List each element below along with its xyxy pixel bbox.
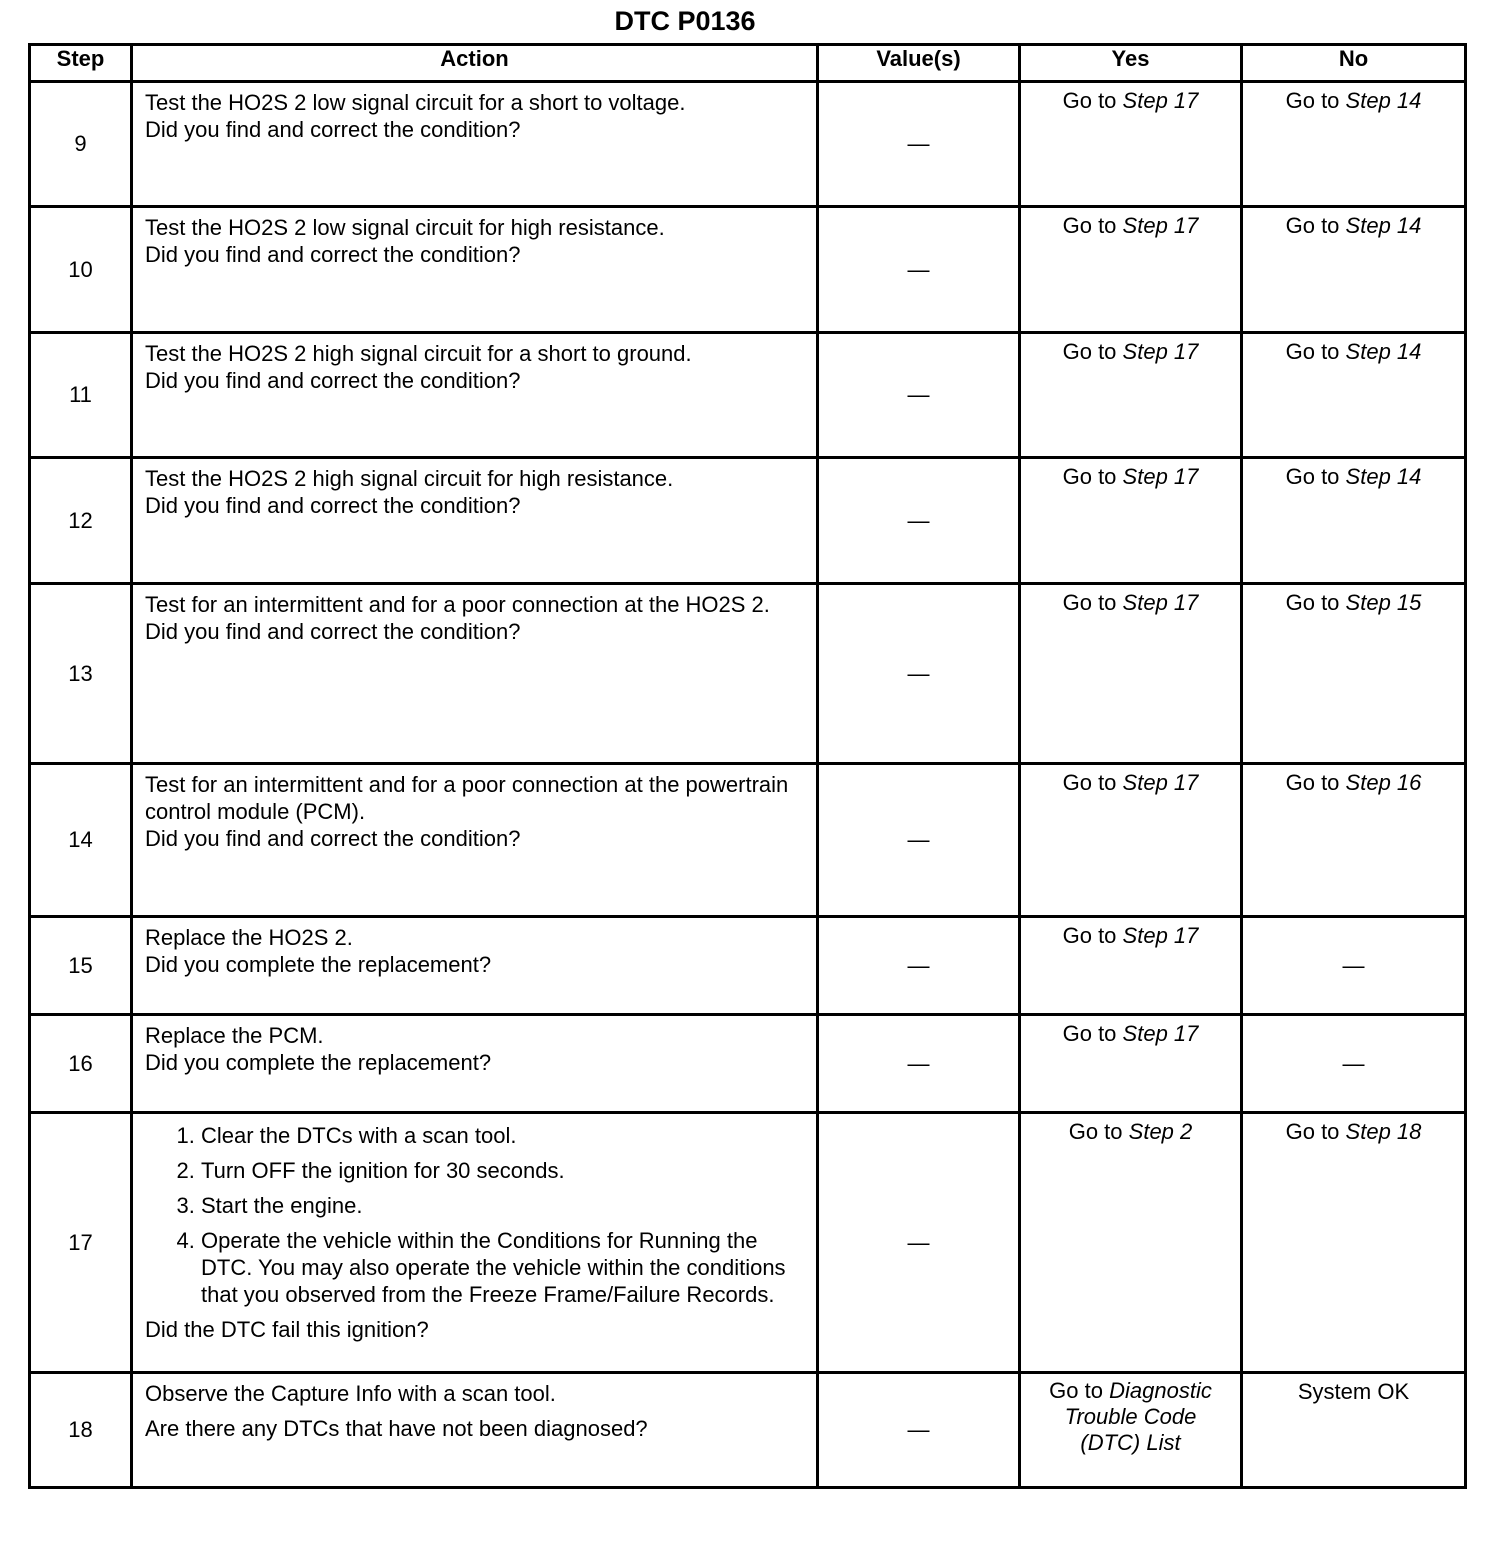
action-question: Did you find and correct the condition? [145,117,521,142]
action-question: Did you find and correct the condition? [145,242,521,267]
no-cell [1242,584,1466,764]
action-cell [132,917,818,1015]
yes-step-reference: Step 17 [1122,923,1199,948]
document-title: DTC P0136 [614,6,756,36]
header-yes: Yes [1020,45,1242,82]
no-action [1249,1118,1458,1145]
step-number: 13 [68,660,93,686]
yes-action [1027,338,1234,365]
action-text: Are there any DTCs that have not been diagnosed? [145,1416,648,1441]
table-row [30,1113,1466,1373]
action-question: Did you find and correct the condition? [145,368,521,393]
action-list-item: 4. Operate the vehicle within the Conditions for Running the DTC. You may also operate the vehicle within the conditions that you observed from the Freeze Frame/Failure Records. [201,1227,804,1308]
yes-cell [1020,82,1242,207]
step-number: 12 [68,507,93,533]
no-prefix: Go to [1285,213,1340,238]
action-cell [132,458,818,584]
step-number: 15 [68,952,93,978]
action-list [145,1122,804,1308]
no-action [1249,212,1458,239]
step-number: 14 [68,827,93,852]
yes-action [1027,922,1234,949]
yes-step-reference: Step 17 [1122,1021,1199,1046]
yes-cell [1020,333,1242,458]
action-text: Test the HO2S 2 high signal circuit for a short to ground. [145,341,692,366]
value-text: — [907,660,930,686]
action-cell [132,207,818,333]
no-cell [1242,764,1466,917]
table-row [30,764,1466,917]
header-step: Step [30,45,132,82]
yes-step-reference: Step 17 [1122,213,1199,238]
step-cell [30,82,132,207]
no-step-reference: Step 14 [1345,88,1422,113]
no-prefix: Go to [1285,770,1340,795]
no-cell [1242,333,1466,458]
step-cell [30,458,132,584]
table-row [30,584,1466,764]
step-number: 9 [74,131,87,156]
action-list-item: 2. Turn OFF the ignition for 30 seconds. [201,1157,804,1184]
header-action: Action [132,45,818,82]
no-prefix: Go to [1285,88,1340,113]
yes-action [1027,212,1234,239]
no-prefix: — [1342,953,1365,978]
yes-prefix: Go to [1049,1378,1103,1403]
action-cell [132,764,818,917]
step-number: 17 [68,1229,93,1255]
value-text: — [907,952,930,978]
value-cell [818,458,1020,584]
value-cell [818,82,1020,207]
no-prefix: — [1342,1051,1365,1076]
action-text: Test the HO2S 2 low signal circuit for a short to voltage. [145,90,686,115]
action-question: Did you find and correct the condition? [145,493,521,518]
yes-step-reference: Step 17 [1122,88,1199,113]
step-cell [30,764,132,917]
step-number: 11 [69,382,92,407]
yes-action [1027,589,1234,616]
value-cell [818,764,1020,917]
value-cell [818,1373,1020,1488]
no-cell [1242,82,1466,207]
action-text: Test the HO2S 2 low signal circuit for high resistance. [145,215,665,240]
step-cell [30,917,132,1015]
action-text: Replace the HO2S 2. [145,925,353,950]
header-values: Value(s) [818,45,1020,82]
yes-prefix: Go to [1062,590,1117,615]
step-cell [30,584,132,764]
yes-prefix: Go to [1062,923,1117,948]
action-text: Test for an intermittent and for a poor connection at the HO2S 2. [145,592,770,617]
no-action [1249,1050,1458,1077]
diagnostic-table [28,43,1467,1489]
yes-cell [1020,1015,1242,1113]
yes-action [1027,1378,1234,1456]
no-action [1249,463,1458,490]
action-cell [132,584,818,764]
no-prefix: Go to [1285,464,1340,489]
step-cell [30,1113,132,1373]
table-row [30,1373,1466,1488]
yes-cell [1020,207,1242,333]
no-prefix: Go to [1285,1119,1340,1144]
step-cell [30,1373,132,1488]
value-text: — [907,1050,930,1076]
action-text: Observe the Capture Info with a scan tool. [145,1381,556,1406]
table-row [30,917,1466,1015]
action-cell [132,333,818,458]
no-action [1249,338,1458,365]
no-cell [1242,207,1466,333]
action-text: Test the HO2S 2 high signal circuit for high resistance. [145,466,674,491]
no-action [1249,769,1458,796]
no-cell [1242,1113,1466,1373]
no-cell [1242,917,1466,1015]
yes-action [1027,463,1234,490]
yes-prefix: Go to [1062,339,1117,364]
no-step-reference: Step 15 [1345,590,1422,615]
no-cell [1242,458,1466,584]
yes-cell [1020,764,1242,917]
yes-step-reference: Diagnostic Trouble Code (DTC) List [1064,1378,1212,1455]
step-cell [30,333,132,458]
action-text: Replace the PCM. [145,1023,324,1048]
no-action [1249,1378,1458,1405]
no-cell [1242,1015,1466,1113]
value-cell [818,207,1020,333]
action-question: Did you find and correct the condition? [145,619,521,644]
value-text: — [907,1229,930,1255]
step-number: 18 [68,1417,93,1442]
yes-step-reference: Step 17 [1122,339,1199,364]
yes-prefix: Go to [1068,1119,1123,1144]
yes-prefix: Go to [1062,770,1117,795]
step-cell [30,207,132,333]
value-text: — [907,256,930,282]
action-question: Did you find and correct the condition? [145,826,521,851]
action-question: Did you complete the replacement? [145,952,492,977]
step-cell [30,1015,132,1113]
yes-cell [1020,917,1242,1015]
yes-prefix: Go to [1062,1021,1117,1046]
action-cell [132,82,818,207]
step-number: 10 [68,256,93,282]
no-action [1249,952,1458,979]
no-action [1249,87,1458,114]
yes-cell [1020,458,1242,584]
value-cell [818,584,1020,764]
yes-step-reference: Step 2 [1128,1119,1193,1144]
yes-cell [1020,584,1242,764]
table-row [30,333,1466,458]
yes-action [1027,1118,1234,1145]
value-cell [818,917,1020,1015]
yes-cell [1020,1373,1242,1488]
action-question: Did the DTC fail this ignition? [145,1317,429,1342]
value-text: — [907,1417,930,1442]
value-text: — [907,827,930,852]
table-row [30,1015,1466,1113]
value-cell [818,1015,1020,1113]
action-list-item: 3. Start the engine. [201,1192,804,1219]
action-list-item: 1. Clear the DTCs with a scan tool. [201,1122,804,1149]
action-question: Did you complete the replacement? [145,1050,492,1075]
step-number: 16 [68,1050,93,1076]
yes-action [1027,769,1234,796]
table-row [30,458,1466,584]
no-step-reference: Step 18 [1345,1119,1422,1144]
no-prefix: Go to [1285,590,1340,615]
yes-prefix: Go to [1062,213,1117,238]
yes-action [1027,1020,1234,1047]
table-row [30,207,1466,333]
value-text: — [907,382,930,407]
action-text: Test for an intermittent and for a poor connection at the powertrain control module (PCM). [145,772,789,824]
yes-cell [1020,1113,1242,1373]
yes-step-reference: Step 17 [1122,590,1199,615]
yes-step-reference: Step 17 [1122,464,1199,489]
no-prefix: System OK [1297,1379,1410,1404]
yes-prefix: Go to [1062,464,1117,489]
header-no: No [1242,45,1466,82]
header-row [30,45,1466,82]
no-step-reference: Step 14 [1345,464,1422,489]
table-row [30,82,1466,207]
no-step-reference: Step 14 [1345,213,1422,238]
action-cell [132,1015,818,1113]
yes-prefix: Go to [1062,88,1117,113]
value-cell [818,333,1020,458]
action-cell [132,1373,818,1488]
value-text: — [907,131,930,156]
yes-step-reference: Step 17 [1122,770,1199,795]
no-cell [1242,1373,1466,1488]
action-cell [132,1113,818,1373]
value-cell [818,1113,1020,1373]
no-step-reference: Step 14 [1345,339,1422,364]
no-step-reference: Step 16 [1345,770,1422,795]
no-action [1249,589,1458,616]
no-prefix: Go to [1285,339,1340,364]
value-text: — [907,507,930,533]
yes-action [1027,87,1234,114]
